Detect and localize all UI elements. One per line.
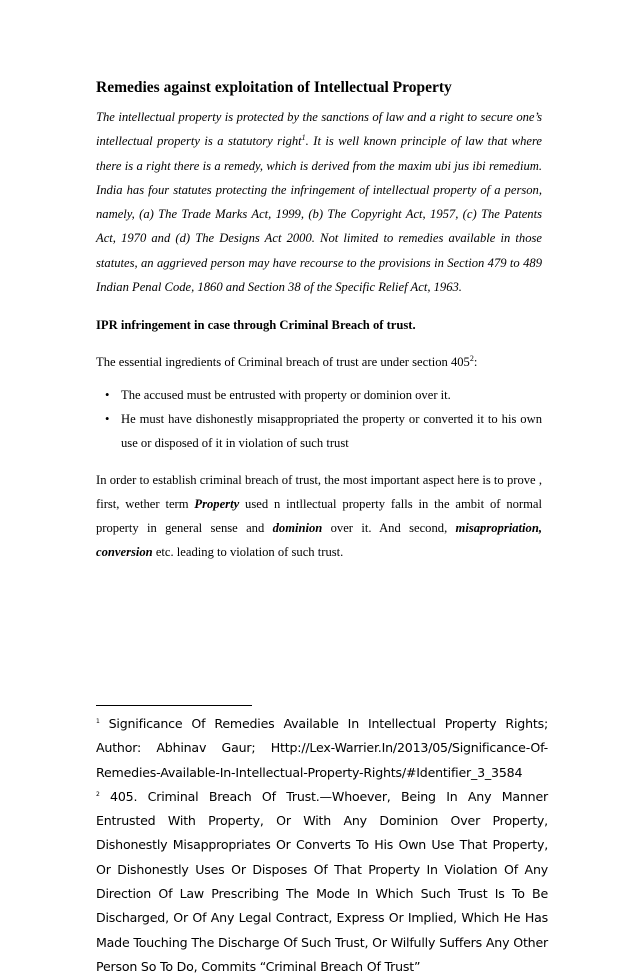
list-item-text: The accused must be entrusted with property or dominion over it. <box>121 387 451 402</box>
footnotes-section <box>96 712 548 979</box>
term-dominion: dominion <box>272 521 323 536</box>
intro-text-part-2: . It is well known principle of law that where there is a right there is a remedy, which is derived from the maxim ubi jus ibi remedium. India has four statutes protecting the infringement of intellectual property of a person, namely, (a) The Trade Marks Act, 1999, (b) The Copyright Act, 1957, (c) The Patents Act, 1970 and (d) The Designs Act 2000. Not limited to remedies available in those statutes, an aggrieved person may have recourse to the provisions in Section 479 to 489 Indian Penal Code, 1860 and Section 38 of the Specific Relief Act, 1963. <box>96 134 542 295</box>
ingredients-lead-paragraph <box>96 350 542 374</box>
list-item <box>96 407 542 456</box>
term-misappropriation: misapropriation, conversion <box>96 521 542 560</box>
conclusion-text-2: used n intllectual property falls in the ambit of normal property in general sense and <box>96 496 542 536</box>
footnote-ref-2[interactable]: 2 <box>469 354 474 364</box>
list-item <box>96 383 542 407</box>
footnote-divider <box>96 705 252 706</box>
conclusion-text-3: over it. And second, <box>322 521 456 536</box>
intro-text-part-1: The intellectual property is protected by the sanctions of law and a right to secure one’s intellectual property is a statutory right <box>96 110 542 149</box>
conclusion-paragraph <box>96 468 542 565</box>
footnote-1 <box>96 712 548 785</box>
footnote-number: 1 <box>96 717 100 725</box>
footnote-2 <box>96 785 548 979</box>
section-heading: IPR infringement in case through Criminal Breach of trust. <box>96 318 416 333</box>
list-item-text: He must have dishonestly misappropriated the property or converted it to his own use or disposed of it in violation of such trust <box>121 411 542 451</box>
main-content <box>96 78 542 565</box>
lead-text: The essential ingredients of Criminal breach of trust are under section 405 <box>96 355 470 370</box>
lead-colon: : <box>473 355 478 370</box>
conclusion-text-4: etc. leading to violation of such trust. <box>152 545 344 560</box>
conclusion-text-1: In order to establish criminal breach of trust, the most important aspect here is to prove , first, wether term <box>96 472 542 511</box>
ingredients-list <box>96 383 542 456</box>
bullet-icon: • <box>105 411 110 426</box>
intro-paragraph <box>96 105 542 299</box>
term-property: Property <box>194 496 240 511</box>
page-title: Remedies against exploitation of Intellectual Property <box>96 79 452 96</box>
bullet-icon: • <box>105 387 110 402</box>
footnote-text: Significance Of Remedies Available In Intellectual Property Rights; Author: Abhinav Gaur; Http://Lex-Warrier.In/2013/05/Significance-Of-Remedies-Available-In-Intellectual-Property-Rights/#Identifier_3_3584 <box>96 716 548 780</box>
footnote-number: 2 <box>96 790 100 798</box>
footnote-ref-1[interactable]: 1 <box>301 133 306 143</box>
footnote-text: 405. Criminal Breach Of Trust.—Whoever, Being In Any Manner Entrusted With Property, Or With Any Dominion Over Property, Dishonestly Misappropriates Or Converts To His Own Use That Property, Or Dishonestly Uses Or Disposes Of That Property In Violation Of Any Direction Of Law Prescribing The Mode In Which Such Trust Is To Be Discharged, Or Of Any Legal Contract, Express Or Implied, Which He Has Made Touching The Discharge Of Such Trust, Or Wilfully Suffers Any Other Person So To Do, Commits “Criminal Breach Of Trust” <box>96 788 548 974</box>
